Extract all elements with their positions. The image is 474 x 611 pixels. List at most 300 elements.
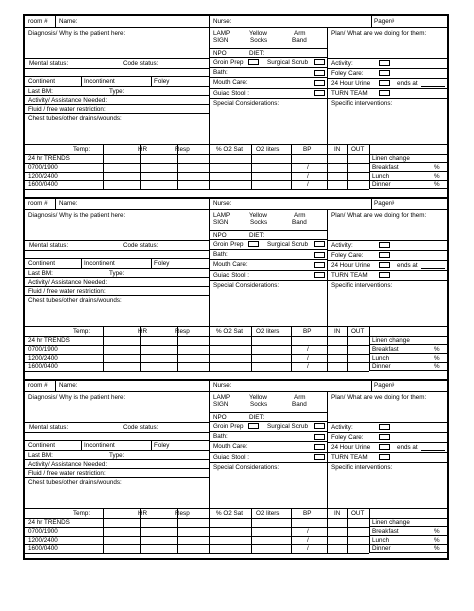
groin-prep-checkbox[interactable]	[248, 423, 259, 429]
last-bm-label: Last BM:	[28, 270, 53, 277]
rule-line	[25, 354, 369, 355]
pager-label: Pager#	[374, 382, 395, 389]
percent-sign: %	[434, 164, 440, 171]
vitals-header-o2-liters: O2 liters	[256, 146, 280, 153]
bm-type-label: Type:	[109, 88, 125, 95]
rule-line	[151, 440, 152, 450]
meal-linen-label: Dinner	[372, 181, 391, 188]
mouth-care-label: Mouth Care:	[213, 443, 248, 450]
incontinent-label: Incontinent	[84, 442, 115, 449]
meal-linen-label: Lunch	[372, 537, 390, 544]
rule-line	[327, 78, 447, 79]
groin-prep-checkbox[interactable]	[248, 59, 259, 65]
vitals-header-bp: BP	[303, 510, 312, 517]
rule-line	[103, 144, 104, 189]
sign-label: SIGN	[213, 37, 229, 44]
room-number-label: room #	[28, 382, 48, 389]
percent-sign: %	[434, 545, 440, 552]
rule-line	[25, 113, 209, 114]
rule-line	[209, 270, 327, 271]
rule-line	[369, 326, 370, 371]
rule-line	[25, 68, 209, 69]
rule-line	[369, 552, 447, 553]
arm-label: Arm	[294, 212, 306, 219]
room-number-label: room #	[28, 18, 48, 25]
activity-assistance-label: Activity/ Assistance Needed:	[28, 461, 108, 468]
chest-tubes-label: Chest tubes/other drains/wounds:	[28, 115, 122, 122]
rule-line	[209, 88, 327, 89]
npo-label: NPO	[213, 414, 227, 421]
meal-linen-label: Linen change	[372, 155, 410, 162]
bp-slash: /	[307, 346, 309, 353]
rule-line	[327, 422, 447, 423]
rule-line	[25, 345, 369, 346]
guiac-stool-checkbox[interactable]	[314, 454, 325, 460]
foley-label: Foley	[154, 442, 170, 449]
special-considerations-label: Special Considerations:	[213, 100, 280, 107]
activity-checkbox[interactable]	[379, 60, 390, 66]
rule-line	[25, 371, 369, 372]
lamp-label: LAMP	[213, 212, 231, 219]
sign-label: SIGN	[213, 401, 229, 408]
vitals-header-o2-sat: % O2 Sat	[216, 510, 243, 517]
incontinent-label: Incontinent	[84, 78, 115, 85]
incontinent-label: Incontinent	[84, 260, 115, 267]
meal-linen-label: Dinner	[372, 545, 391, 552]
ends-at-label: ends at	[397, 80, 418, 87]
meal-linen-label: Breakfast	[372, 164, 399, 171]
vitals-row-label: 1600/0400	[28, 363, 58, 370]
rule-line	[25, 508, 447, 509]
bp-slash: /	[307, 363, 309, 370]
rule-line	[209, 198, 210, 326]
rule-line	[209, 230, 327, 231]
bp-slash: /	[307, 181, 309, 188]
activity-assistance-label: Activity/ Assistance Needed:	[28, 97, 108, 104]
surgical-scrub-checkbox[interactable]	[314, 59, 325, 65]
rule-line	[369, 508, 370, 553]
rule-line	[25, 58, 209, 59]
rule-line	[209, 16, 210, 144]
plan-label: Plan/ What are we doing for them:	[331, 30, 427, 37]
rule-line	[25, 450, 209, 451]
code-status-label: Code status:	[123, 424, 159, 431]
mental-status-label: Mental status:	[29, 424, 69, 431]
bath-checkbox[interactable]	[314, 434, 325, 440]
band-label: Band	[292, 219, 307, 226]
foley-care-label: Foley Care:	[331, 70, 364, 77]
rule-line	[25, 180, 369, 181]
foley-care-checkbox[interactable]	[379, 252, 390, 258]
rule-line	[209, 259, 327, 260]
rule-line	[327, 462, 447, 463]
vitals-header-in: IN	[334, 146, 341, 153]
bm-type-label: Type:	[109, 270, 125, 277]
vitals-header-o2-sat: % O2 Sat	[216, 146, 243, 153]
diet-label: DIET:	[249, 50, 265, 57]
socks-label: Socks	[250, 401, 268, 408]
continent-label: Continent	[28, 78, 55, 85]
rule-line	[55, 16, 56, 27]
turn-team-checkbox[interactable]	[379, 272, 390, 278]
rule-line	[209, 326, 210, 371]
vitals-header-o2-liters: O2 liters	[256, 510, 280, 517]
rule-line	[25, 362, 369, 363]
yellow-label: Yellow	[249, 30, 267, 37]
rule-line	[25, 286, 209, 287]
rule-line	[103, 508, 104, 553]
specific-interventions-label: Specific interventions:	[331, 100, 393, 107]
bath-checkbox[interactable]	[314, 70, 325, 76]
patient-block-2	[25, 198, 447, 380]
diagnosis-label: Diagnosis/ Why is the patient here:	[28, 212, 126, 219]
rule-line	[209, 239, 327, 240]
meal-linen-label: Lunch	[372, 355, 390, 362]
turn-team-label: TURN TEAM	[331, 454, 368, 461]
sign-label: SIGN	[213, 219, 229, 226]
rule-line	[25, 27, 447, 28]
diagnosis-label: Diagnosis/ Why is the patient here:	[28, 30, 126, 37]
fill-in-blank[interactable]	[421, 450, 445, 451]
bp-slash: /	[307, 355, 309, 362]
rule-line	[25, 104, 209, 105]
urine-24h-label: 24 Hour Urine	[331, 80, 371, 87]
groin-prep-checkbox[interactable]	[248, 241, 259, 247]
plan-label: Plan/ What are we doing for them:	[331, 212, 427, 219]
rule-line	[209, 508, 210, 553]
foley-care-checkbox[interactable]	[379, 434, 390, 440]
patient-block-1	[25, 16, 447, 198]
rule-line	[151, 76, 152, 86]
meal-linen-label: Lunch	[372, 173, 390, 180]
patient-block-3	[25, 380, 447, 562]
meal-linen-label: Breakfast	[372, 346, 399, 353]
rule-line	[327, 98, 447, 99]
patient-report-sheet	[23, 14, 449, 560]
rule-line	[371, 380, 372, 391]
vitals-row-label: 0700/1900	[28, 346, 58, 353]
rule-line	[209, 67, 327, 68]
rule-line	[327, 442, 447, 443]
fill-in-blank[interactable]	[421, 86, 445, 87]
rule-line	[25, 172, 369, 173]
band-label: Band	[292, 37, 307, 44]
rule-line	[209, 48, 327, 49]
rule-line	[25, 544, 369, 545]
percent-sign: %	[434, 346, 440, 353]
percent-sign: %	[434, 355, 440, 362]
last-bm-label: Last BM:	[28, 452, 53, 459]
rule-line	[209, 77, 327, 78]
rule-line	[209, 144, 210, 189]
rule-line	[25, 326, 447, 327]
ends-at-label: ends at	[397, 262, 418, 269]
urine-checkbox[interactable]	[379, 444, 390, 450]
surgical-scrub-checkbox[interactable]	[314, 423, 325, 429]
rule-line	[327, 508, 328, 553]
bath-label: Bath:	[213, 69, 228, 76]
surgical-scrub-label: Surgical Scrub	[267, 423, 308, 430]
last-bm-label: Last BM:	[28, 88, 53, 95]
mouth-care-checkbox[interactable]	[314, 444, 325, 450]
rule-line	[291, 508, 292, 553]
turn-team-label: TURN TEAM	[331, 272, 368, 279]
rule-line	[291, 144, 292, 189]
activity-checkbox[interactable]	[379, 242, 390, 248]
rule-line	[209, 421, 327, 422]
rule-line	[251, 144, 252, 189]
rule-line	[327, 27, 328, 144]
rule-line	[25, 440, 209, 441]
vitals-header-temp: Temp:	[73, 328, 91, 335]
percent-sign: %	[434, 181, 440, 188]
rule-line	[209, 280, 327, 281]
meal-linen-label: Dinner	[372, 363, 391, 370]
guiac-stool-label: Guiac Stool :	[213, 454, 250, 461]
rule-line	[81, 76, 82, 86]
chest-tubes-label: Chest tubes/other drains/wounds:	[28, 297, 122, 304]
rule-line	[209, 380, 210, 508]
bp-slash: /	[307, 545, 309, 552]
vitals-row-label: 24 hr TRENDS	[28, 155, 70, 162]
rule-line	[369, 353, 447, 354]
vitals-row-label: 1200/2400	[28, 355, 58, 362]
rule-line	[369, 144, 370, 189]
rule-line	[25, 258, 209, 259]
fill-in-blank[interactable]	[421, 268, 445, 269]
rule-line	[369, 162, 447, 163]
percent-sign: %	[434, 537, 440, 544]
rule-line	[25, 468, 209, 469]
code-status-label: Code status:	[123, 242, 159, 249]
rule-line	[327, 452, 447, 453]
rule-line	[209, 452, 327, 453]
rule-line	[209, 441, 327, 442]
vitals-header-hr: HR	[138, 510, 148, 517]
vitals-header-temp: Temp:	[73, 146, 91, 153]
guiac-stool-checkbox[interactable]	[314, 90, 325, 96]
rule-line	[25, 477, 209, 478]
rule-line	[81, 440, 82, 450]
socks-label: Socks	[250, 219, 268, 226]
groin-prep-label: Groin Prep	[213, 423, 244, 430]
percent-sign: %	[434, 173, 440, 180]
name-label: Name:	[59, 18, 78, 25]
rule-line	[347, 326, 348, 371]
rule-line	[25, 527, 369, 528]
rule-line	[327, 88, 447, 89]
activity-label: Activity:	[331, 242, 353, 249]
rule-line	[327, 280, 447, 281]
vitals-row-label: 1600/0400	[28, 181, 58, 188]
vitals-header-resp: Resp	[175, 146, 190, 153]
mouth-care-checkbox[interactable]	[314, 262, 325, 268]
rule-line	[25, 295, 209, 296]
guiac-stool-checkbox[interactable]	[314, 272, 325, 278]
rule-line	[25, 250, 209, 251]
rule-line	[25, 197, 447, 199]
rule-line	[25, 95, 209, 96]
continent-label: Continent	[28, 260, 55, 267]
chest-tubes-label: Chest tubes/other drains/wounds:	[28, 479, 122, 486]
meal-linen-label: Breakfast	[372, 528, 399, 535]
rule-line	[25, 86, 209, 87]
plan-label: Plan/ What are we doing for them:	[331, 394, 427, 401]
socks-label: Socks	[250, 37, 268, 44]
vitals-header-resp: Resp	[175, 328, 190, 335]
surgical-scrub-checkbox[interactable]	[314, 241, 325, 247]
rule-line	[347, 144, 348, 189]
guiac-stool-label: Guiac Stool :	[213, 272, 250, 279]
turn-team-checkbox[interactable]	[379, 454, 390, 460]
vitals-header-out: OUT	[351, 328, 365, 335]
arm-label: Arm	[294, 394, 306, 401]
turn-team-checkbox[interactable]	[379, 90, 390, 96]
rule-line	[369, 171, 447, 172]
surgical-scrub-label: Surgical Scrub	[267, 241, 308, 248]
continent-label: Continent	[28, 442, 55, 449]
turn-team-label: TURN TEAM	[331, 90, 368, 97]
nurse-label: Nurse:	[213, 18, 232, 25]
vitals-header-in: IN	[334, 328, 341, 335]
rule-line	[327, 250, 447, 251]
rule-line	[151, 258, 152, 268]
rule-line	[103, 326, 104, 371]
specific-interventions-label: Specific interventions:	[331, 282, 393, 289]
rule-line	[369, 188, 447, 189]
rule-line	[327, 432, 447, 433]
nurse-label: Nurse:	[213, 382, 232, 389]
bath-label: Bath:	[213, 433, 228, 440]
rule-line	[209, 431, 327, 432]
foley-care-checkbox[interactable]	[379, 70, 390, 76]
code-status-label: Code status:	[123, 60, 159, 67]
foley-care-label: Foley Care:	[331, 434, 364, 441]
meal-linen-label: Linen change	[372, 337, 410, 344]
rule-line	[25, 553, 369, 554]
percent-sign: %	[434, 528, 440, 535]
mouth-care-label: Mouth Care:	[213, 261, 248, 268]
rule-line	[25, 144, 447, 145]
activity-label: Activity:	[331, 60, 353, 67]
pager-label: Pager#	[374, 18, 395, 25]
guiac-stool-label: Guiac Stool :	[213, 90, 250, 97]
urine-24h-label: 24 Hour Urine	[331, 444, 371, 451]
rule-line	[371, 198, 372, 209]
rule-line	[55, 380, 56, 391]
bath-checkbox[interactable]	[314, 252, 325, 258]
vitals-row-label: 1200/2400	[28, 537, 58, 544]
vitals-header-o2-liters: O2 liters	[256, 328, 280, 335]
mental-status-label: Mental status:	[29, 242, 69, 249]
foley-care-label: Foley Care:	[331, 252, 364, 259]
vitals-header-out: OUT	[351, 146, 365, 153]
rule-line	[25, 277, 209, 278]
name-label: Name:	[59, 200, 78, 207]
rule-line	[327, 144, 328, 189]
rule-line	[209, 412, 327, 413]
vitals-row-label: 1600/0400	[28, 545, 58, 552]
rule-line	[25, 432, 209, 433]
vitals-header-o2-sat: % O2 Sat	[216, 328, 243, 335]
fluid-restriction-label: Fluid / free water restriction:	[28, 288, 106, 295]
nurse-label: Nurse:	[213, 200, 232, 207]
rule-line	[251, 326, 252, 371]
rule-line	[327, 270, 447, 271]
vitals-row-label: 0700/1900	[28, 164, 58, 171]
rule-line	[25, 379, 447, 381]
bath-label: Bath:	[213, 251, 228, 258]
rule-line	[81, 258, 82, 268]
yellow-label: Yellow	[249, 394, 267, 401]
lamp-label: LAMP	[213, 30, 231, 37]
urine-checkbox[interactable]	[379, 80, 390, 86]
rule-line	[209, 462, 327, 463]
rule-line	[25, 209, 447, 210]
yellow-label: Yellow	[249, 212, 267, 219]
rule-line	[369, 526, 447, 527]
vitals-header-hr: HR	[138, 146, 148, 153]
mouth-care-label: Mouth Care:	[213, 79, 248, 86]
mouth-care-checkbox[interactable]	[314, 80, 325, 86]
foley-label: Foley	[154, 78, 170, 85]
rule-line	[209, 98, 327, 99]
urine-24h-label: 24 Hour Urine	[331, 262, 371, 269]
vitals-header-resp: Resp	[175, 510, 190, 517]
rule-line	[327, 326, 328, 371]
rule-line	[251, 508, 252, 553]
vitals-row-label: 24 hr TRENDS	[28, 337, 70, 344]
ends-at-label: ends at	[397, 444, 418, 451]
percent-sign: %	[434, 363, 440, 370]
activity-label: Activity:	[331, 424, 353, 431]
rule-line	[25, 163, 369, 164]
rule-line	[25, 268, 209, 269]
activity-checkbox[interactable]	[379, 424, 390, 430]
rule-line	[25, 391, 447, 392]
special-considerations-label: Special Considerations:	[213, 282, 280, 289]
rule-line	[25, 459, 209, 460]
fluid-restriction-label: Fluid / free water restriction:	[28, 106, 106, 113]
bp-slash: /	[307, 528, 309, 535]
vitals-header-in: IN	[334, 510, 341, 517]
rule-line	[327, 260, 447, 261]
rule-line	[25, 76, 209, 77]
rule-line	[25, 536, 369, 537]
rule-line	[327, 209, 328, 326]
vitals-header-temp: Temp:	[73, 510, 91, 517]
vitals-row-label: 0700/1900	[28, 528, 58, 535]
vitals-header-bp: BP	[303, 328, 312, 335]
vitals-row-label: 1200/2400	[28, 173, 58, 180]
vitals-header-hr: HR	[138, 328, 148, 335]
room-number-label: room #	[28, 200, 48, 207]
urine-checkbox[interactable]	[379, 262, 390, 268]
activity-assistance-label: Activity/ Assistance Needed:	[28, 279, 108, 286]
rule-line	[327, 68, 447, 69]
diet-label: DIET:	[249, 414, 265, 421]
specific-interventions-label: Specific interventions:	[331, 464, 393, 471]
diet-label: DIET:	[249, 232, 265, 239]
meal-linen-label: Linen change	[372, 519, 410, 526]
bp-slash: /	[307, 164, 309, 171]
rule-line	[369, 344, 447, 345]
surgical-scrub-label: Surgical Scrub	[267, 59, 308, 66]
bp-slash: /	[307, 173, 309, 180]
mental-status-label: Mental status:	[29, 60, 69, 67]
name-label: Name:	[59, 382, 78, 389]
rule-line	[327, 58, 447, 59]
